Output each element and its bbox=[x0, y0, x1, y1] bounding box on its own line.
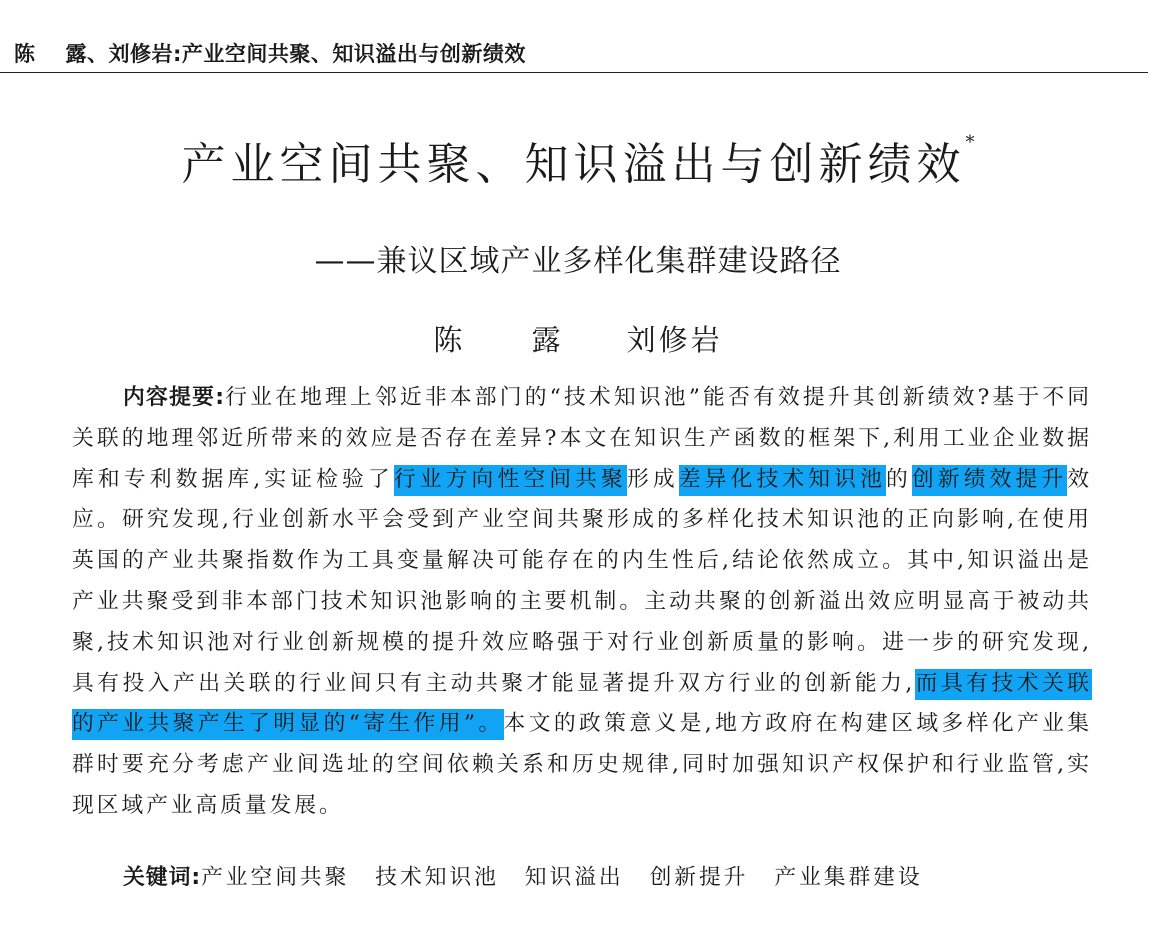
author-list bbox=[0, 318, 1156, 359]
author-chen-lu: 陈 露 bbox=[433, 323, 591, 357]
paper-subtitle: ——兼议区域产业多样化集群建设路径 bbox=[314, 244, 842, 279]
abstract-text-3: 的 bbox=[885, 466, 912, 492]
keyword-item: 知识溢出 bbox=[524, 865, 624, 890]
highlight-parasitic-effect[interactable]: 而具有技术关联的产业共聚产生了明显的“寄生作用”。 bbox=[72, 669, 1092, 741]
keyword-item: 产业集群建设 bbox=[774, 865, 923, 890]
header-rule bbox=[0, 72, 1148, 73]
highlight-directional-coagglomeration[interactable]: 行业方向性空间共聚 bbox=[394, 465, 627, 496]
paper-title bbox=[0, 128, 1156, 192]
keyword-item: 创新提升 bbox=[649, 865, 749, 890]
keyword-item: 技术知识池 bbox=[375, 865, 499, 890]
running-head-author-rest: 露、刘修岩: bbox=[65, 42, 182, 66]
abstract-label: 内容提要: bbox=[123, 385, 225, 410]
running-head-title: 产业空间共聚、知识溢出与创新绩效 bbox=[181, 42, 526, 66]
running-head bbox=[14, 38, 526, 68]
paper-title-text: 产业空间共聚、知识溢出与创新绩效 bbox=[181, 139, 966, 190]
highlight-differentiated-knowledge-pool[interactable]: 差异化技术知识池 bbox=[679, 465, 886, 496]
keyword-item: 产业空间共聚 bbox=[201, 865, 350, 890]
abstract-text-4: 效应。研究发现,行业创新水平会受到产业空间共聚形成的多样化技术知识池的正向影响,在使用英国的产业共聚指数作为工具变量解决可能存在的内生性后,结论依然成立。其中,知识溢出是产业共聚受到非本部门技术知识池影响的主要机制。主动共聚的创新溢出效应明显高于被动共聚,技术知识池对行业创新规模的提升效应略强于对行业创新质量的影响。进一步的研究发现,具有投入产出关联的行业间只有主动共聚才能显著提升双方行业的创新能力, bbox=[72, 466, 1092, 696]
running-head-author-first: 陈 bbox=[14, 42, 36, 66]
abstract-text-2: 形成 bbox=[626, 466, 679, 492]
abstract-text-1: 行业在地理上邻近非本部门的“技术知识池”能否有效提升其创新绩效?基于不同关联的地理邻近所带来的效应是否存在差异?本文在知识生产函数的框架下,利用工业企业数据库和专利数据库,实证检验了 bbox=[72, 385, 1093, 492]
keywords-label: 关键词: bbox=[123, 865, 202, 890]
abstract-paragraph bbox=[72, 378, 1092, 827]
highlight-innovation-performance[interactable]: 创新绩效提升 bbox=[912, 465, 1067, 496]
abstract-text-5: 本文的政策意义是,地方政府在构建区域多样化产业集群时要充分考虑产业间选址的空间依赖关系和历史规律,同时加强知识产权保护和行业监管,实现区域产业高质量发展。 bbox=[72, 711, 1092, 818]
author-liu-xiuyan: 刘修岩 bbox=[626, 323, 723, 357]
keywords-line bbox=[72, 858, 1092, 898]
title-footnote-mark: * bbox=[965, 132, 975, 153]
